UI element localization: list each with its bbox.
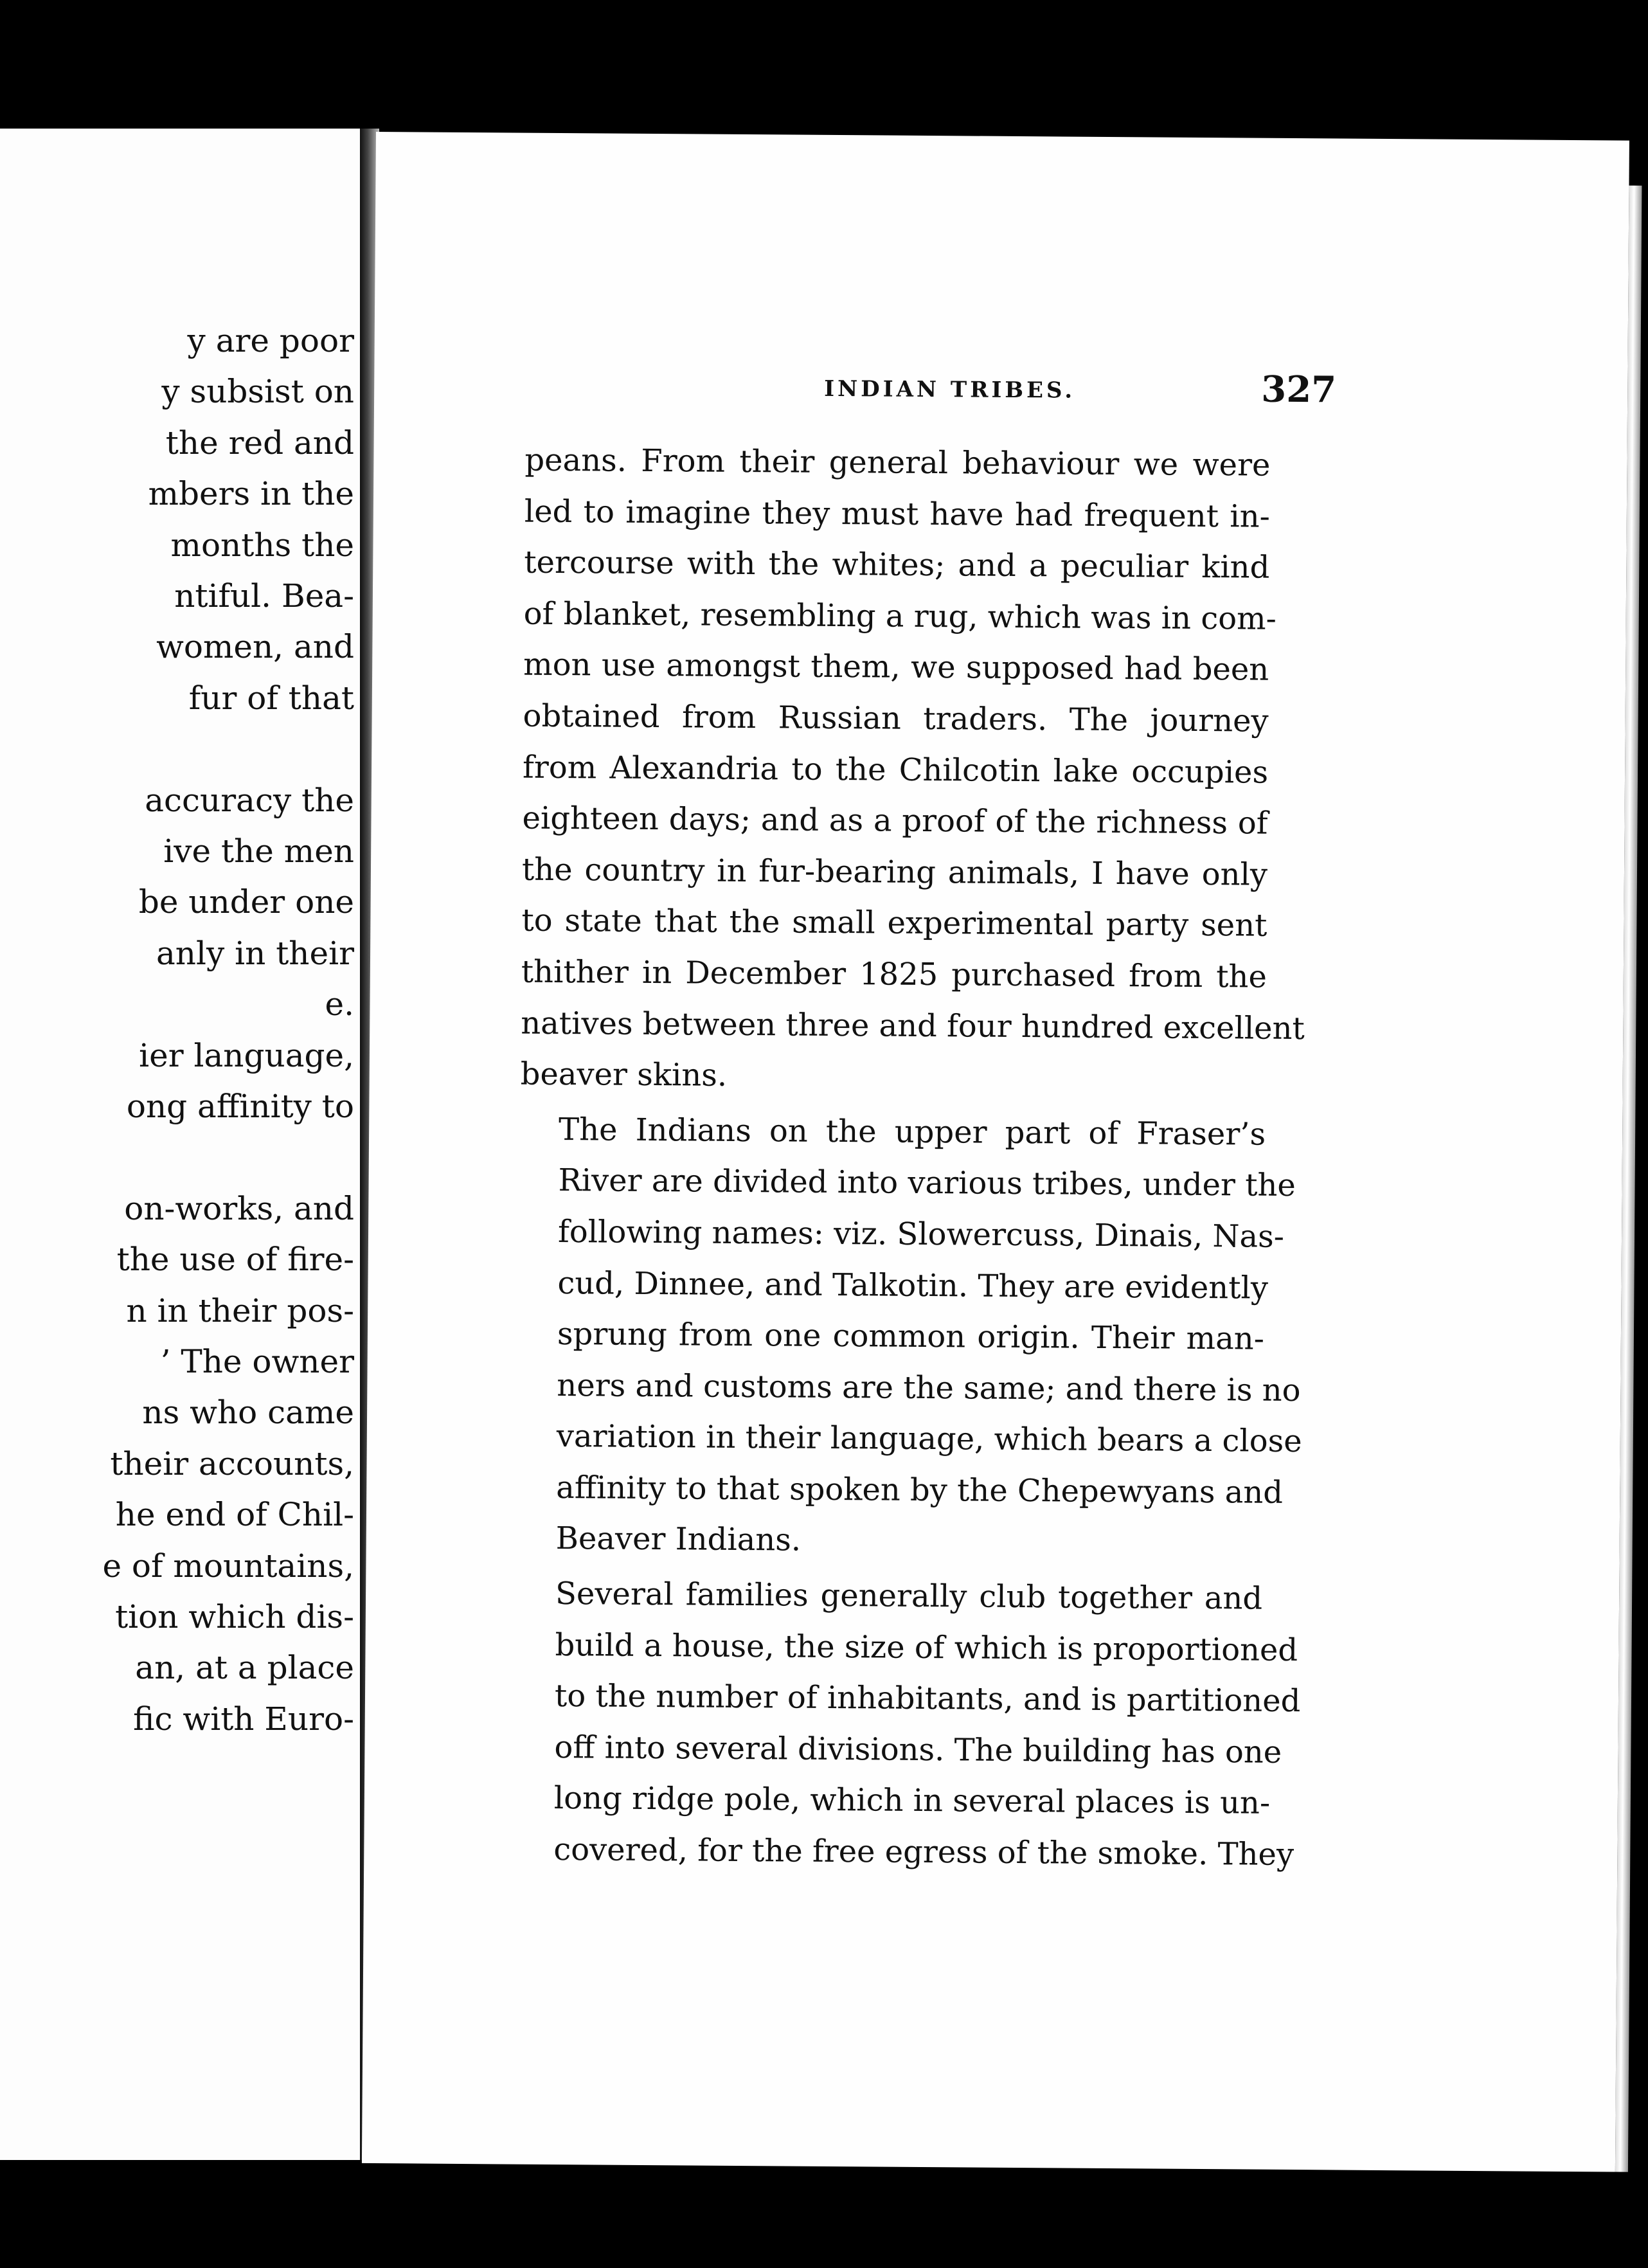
left-page-text bbox=[0, 129, 363, 2160]
text-line: of blanket, resembling a rug, which was in com- bbox=[523, 595, 1277, 637]
text-line: tercourse with the whites; and a peculiar kind bbox=[524, 544, 1270, 586]
text-line: Several families generally club together and bbox=[555, 1576, 1263, 1617]
text-line: the country in fur-bearing animals, I have only bbox=[521, 851, 1268, 893]
left-page-line: ’ The owner bbox=[160, 1343, 354, 1380]
left-facing-page bbox=[0, 129, 366, 2160]
text-line: cud, Dinnee, and Talkotin. They are evidently bbox=[557, 1264, 1269, 1306]
left-page-line: an, at a place bbox=[135, 1649, 354, 1687]
left-page-line: n in their pos- bbox=[126, 1292, 354, 1329]
paragraph-2 bbox=[517, 1104, 1302, 1569]
text-line: affinity to that spoken by the Chepewyans and bbox=[556, 1469, 1284, 1511]
left-page-line: the red and bbox=[165, 424, 354, 462]
left-page-line: anly in their bbox=[156, 934, 354, 972]
page-number: 327 bbox=[1261, 368, 1337, 411]
left-page-line: e. bbox=[325, 986, 354, 1023]
left-page-line: women, and bbox=[156, 628, 354, 666]
text-line: beaver skins. bbox=[520, 1056, 728, 1094]
left-page-line: months the bbox=[170, 526, 354, 564]
left-page-line: ntiful. Bea- bbox=[174, 577, 354, 615]
text-line: The Indians on the upper part of Fraser’s bbox=[558, 1111, 1266, 1153]
paragraph-1 bbox=[520, 435, 1305, 1106]
text-line: build a house, the size of which is proportioned bbox=[555, 1626, 1298, 1668]
text-line: eighteen days; and as a proof of the richness of bbox=[522, 800, 1268, 842]
left-page-line: the use of fire- bbox=[116, 1241, 354, 1279]
left-page-line: ive the men bbox=[163, 833, 354, 870]
left-page-line: he end of Chil- bbox=[115, 1496, 354, 1534]
text-line: thither in December 1825 purchased from the bbox=[521, 953, 1267, 995]
text-line: natives between three and four hundred excellent bbox=[521, 1005, 1305, 1047]
text-line: sprung from one common origin. Their man- bbox=[557, 1316, 1265, 1357]
left-page-line: fur of that bbox=[188, 679, 354, 717]
text-line: from Alexandria to the Chilcotin lake occupies bbox=[522, 749, 1269, 791]
text-line: led to imagine they must have had frequent in- bbox=[524, 493, 1271, 535]
left-page-line: be under one bbox=[138, 883, 354, 921]
left-page-line: mbers in the bbox=[148, 475, 354, 513]
left-page-line: tion which dis- bbox=[115, 1598, 354, 1635]
left-page-line: their accounts, bbox=[110, 1444, 354, 1482]
left-page-line: accuracy the bbox=[145, 781, 354, 819]
text-line: River are divided into various tribes, under the bbox=[558, 1162, 1296, 1204]
text-line: to the number of inhabitants, and is partitioned bbox=[554, 1678, 1301, 1720]
left-page-line: ong affinity to bbox=[126, 1088, 354, 1125]
text-line: variation in their language, which bears a close bbox=[556, 1418, 1302, 1460]
left-page-line: e of mountains, bbox=[102, 1547, 354, 1585]
left-page-line: fic with Euro- bbox=[133, 1700, 354, 1738]
page-edge bbox=[1615, 186, 1642, 2172]
left-page-line: ier language, bbox=[139, 1036, 354, 1074]
left-page-line: on-works, and bbox=[124, 1189, 354, 1227]
left-page-line: y are poor bbox=[187, 322, 354, 359]
running-head: INDIAN TRIBES. bbox=[824, 375, 1076, 404]
text-line: long ridge pole, which in several places is un- bbox=[553, 1780, 1271, 1822]
text-line: obtained from Russian traders. The journey bbox=[523, 698, 1269, 739]
text-line: mon use amongst them, we supposed had been bbox=[523, 646, 1269, 688]
text-line: following names: viz. Slowercuss, Dinais, Nas- bbox=[557, 1213, 1285, 1255]
text-line: to state that the small experimental party sent bbox=[521, 902, 1267, 944]
body-text bbox=[515, 435, 1305, 1881]
left-page-line: y subsist on bbox=[161, 373, 354, 411]
text-line: peans. From their general behaviour we were bbox=[524, 442, 1271, 483]
left-page-line: ns who came bbox=[142, 1394, 354, 1432]
paragraph-3 bbox=[515, 1569, 1301, 1881]
text-line: ners and customs are the same; and there is no bbox=[557, 1367, 1301, 1408]
text-line: Beaver Indians. bbox=[555, 1520, 802, 1559]
right-page bbox=[362, 132, 1629, 2172]
text-line: covered, for the free egress of the smoke. They bbox=[553, 1832, 1294, 1873]
text-line: off into several divisions. The building has one bbox=[554, 1729, 1282, 1770]
